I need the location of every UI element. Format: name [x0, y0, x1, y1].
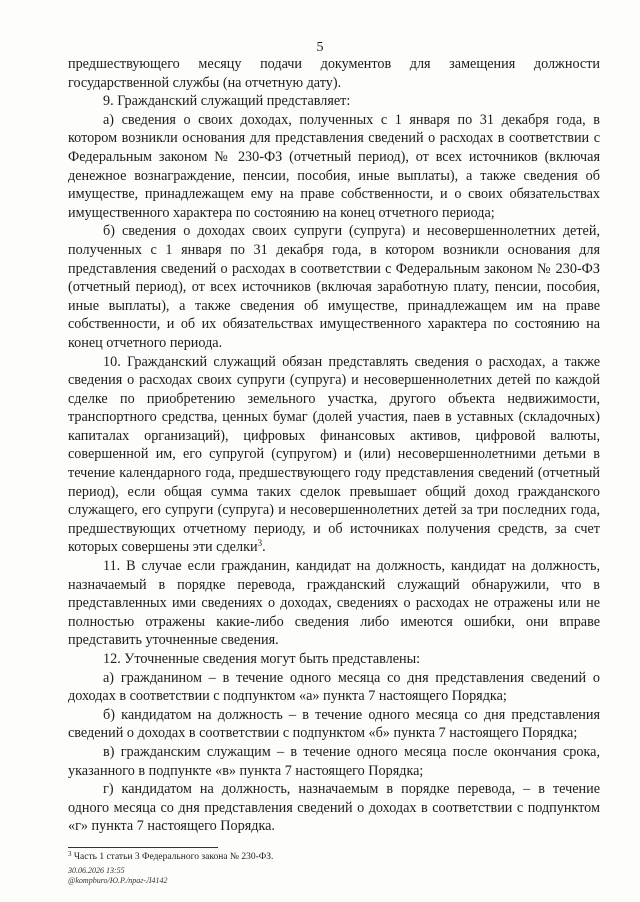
- paragraph-item-9b: б) сведения о доходах своих супруги (супруга) и несовершеннолетних детей, полученных с 1 января по 31 декабря года, в котором возникли основания для представления сведений о расходах в соответствии с Федеральным законом № 230-ФЗ (отчетный период), от всех источников (включая заработную плату, пенсии, пособия, иные выплаты), а также сведения об имуществе, принадлежащем им на праве собственности, и об их обязательствах имущественного характера по состоянию на конец отчетного периода.: [68, 223, 600, 351]
- page-number: 5: [316, 40, 324, 55]
- document-body: [68, 55, 600, 836]
- paragraph-item-12v: в) гражданским служащим – в течение одного месяца после окончания срока, указанного в подпункте «в» пункта 7 настоящего Порядка;: [68, 743, 600, 779]
- print-stamp-source: @kompburo/Ю.Р./праг-Л4142: [68, 876, 168, 885]
- paragraph-continuation: предшествующего месяцу подачи документов для замещения должности государственной службы (на отчетную дату).: [68, 56, 600, 91]
- footnote-text: Часть 1 статьи 3 Федерального закона № 230-ФЗ.: [71, 852, 274, 862]
- paragraph-item-10-tail: .: [262, 539, 266, 556]
- footnote-marker: 3: [68, 850, 72, 858]
- paragraph-item-9a: а) сведения о своих доходах, полученных с 1 января по 31 декабря года, в котором возникли основания для представления сведений о расходах в соответствии с Федеральным законом № 230-ФЗ (отчетный период), от всех источников (включая денежное вознаграждение, пенсии, пособия, иные выплаты), а также сведения об имуществе, принадлежащем ему на праве собственности, и о своих обязательствах имущественного характера по состоянию на конец отчетного периода;: [68, 111, 600, 221]
- paragraph-item-9: 9. Гражданский служащий представляет:: [103, 93, 351, 110]
- paragraph-item-11: 11. В случае если гражданин, кандидат на должность, кандидат на должность, назначаемый в порядке перевода, гражданский служащий обнаружили, что в представленных ими сведениях о доходах, сведениях о расходах не отражены или не полностью отражены какие-либо сведения либо имеются ошибки, они вправе представить уточненные сведения.: [68, 558, 600, 649]
- footnote: [68, 851, 600, 863]
- paragraph-item-10-text: 10. Гражданский служащий обязан представлять сведения о расходах, а также сведения о расходах своих супруги (супруга) и несовершеннолетних детей по каждой сделке по приобретению земельного участка, другого объекта недвижимости, транспортного средства, ценных бумаг (долей участия, паев в уставных (складочных) капиталах организаций), цифровых финансовых активов, цифровой валюты, совершенной им, его супругой (супругом) и (или) несовершеннолетними детьми в течение календарного года, предшествующего году представления сведений (отчетный период), если общая сумма таких сделок превышает общий доход гражданского служащего, его супруги (супруга) и несовершеннолетних детей за три последних года, предшествующих отчетному периоду, и об источниках получения средств, за счет которых совершены эти сделки: [68, 353, 600, 556]
- paragraph-item-12b: б) кандидатом на должность – в течение одного месяца со дня представления сведений о доходах в соответствии с подпунктом «б» пункта 7 настоящего Порядка;: [68, 706, 600, 742]
- paragraph-item-12g: г) кандидатом на должность, назначаемым в порядке перевода, – в течение одного месяца со дня представления сведений о доходах в соответствии с подпунктом «г» пункта 7 настоящего Порядка.: [68, 781, 600, 835]
- paragraph-item-12: 12. Уточненные сведения могут быть представлены:: [103, 651, 421, 667]
- print-stamp-date: 30.06.2026 13:55: [68, 866, 125, 875]
- paragraph-item-10: [68, 353, 600, 558]
- footnote-divider: [68, 847, 218, 848]
- footnote-reference: 3: [257, 538, 263, 549]
- paragraph-item-12a: а) гражданином – в течение одного месяца со дня представления сведений о доходах в соответствии с подпунктом «а» пункта 7 настоящего Порядка;: [68, 669, 600, 705]
